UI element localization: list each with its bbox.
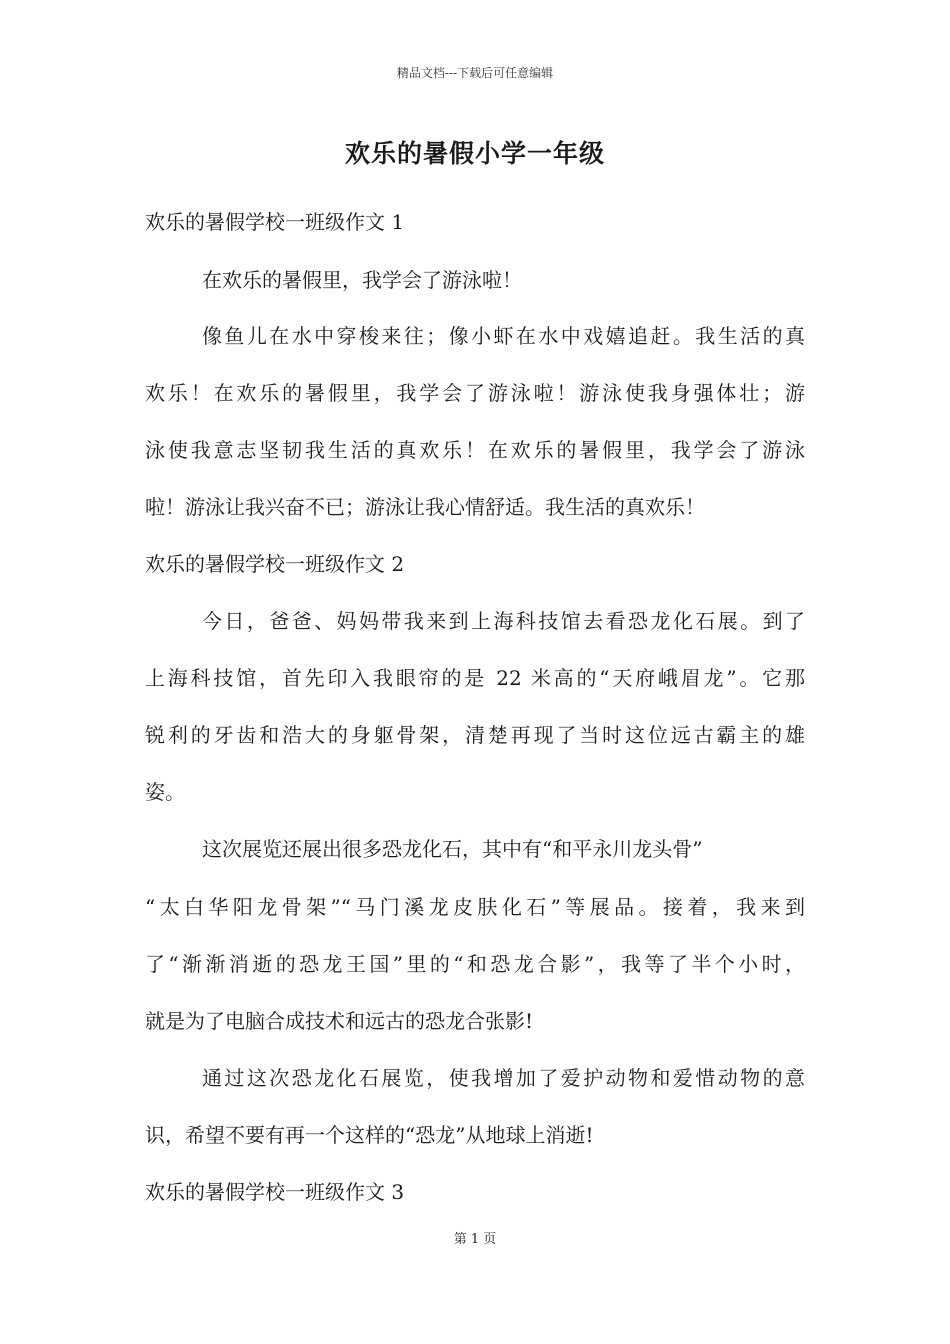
- paragraph-line: 了“渐渐消逝的恐龙王国”里的“和恐龙合影”，我等了半个小时，: [145, 952, 805, 976]
- paragraph-line: 像鱼儿在水中穿梭来往；像小虾在水中戏嬉追赶。我生活的真: [202, 324, 805, 348]
- paragraph-line: 这次展览还展出很多恐龙化石，其中有“和平永川龙头骨”: [202, 837, 703, 861]
- paragraph-line: “太白华阳龙骨架”“马门溪龙皮肤化石”等展品。接着，我来到: [145, 895, 805, 919]
- paragraph-line: 姿。: [145, 780, 185, 804]
- paragraph-line: 通过这次恐龙化石展览，使我增加了爱护动物和爱惜动物的意: [202, 1066, 805, 1090]
- paragraph-line: 在欢乐的暑假里，我学会了游泳啦！: [202, 268, 522, 292]
- header-note: 精品文档---下载后可任意编辑: [396, 66, 554, 80]
- paragraph-line: 欢乐！在欢乐的暑假里，我学会了游泳啦！游泳使我身强体壮；游: [145, 381, 805, 405]
- page-number: 第 1 页: [453, 1232, 497, 1247]
- paragraph-line: 今日，爸爸、妈妈带我来到上海科技馆去看恐龙化石展。到了: [202, 609, 805, 633]
- paragraph-line: 识，希望不要有再一个这样的“恐龙”从地球上消逝!: [145, 1123, 594, 1147]
- paragraph-line: 上海科技馆，首先印入我眼帘的是 22 米高的“天府峨眉龙”。它那: [145, 666, 805, 690]
- paragraph-line: 锐利的牙齿和浩大的身躯骨架，清楚再现了当时这位远古霸主的雄: [145, 723, 805, 747]
- paragraph-line: 泳使我意志坚韧我生活的真欢乐！在欢乐的暑假里，我学会了游泳: [145, 438, 805, 462]
- section-heading-2: 欢乐的暑假学校一班级作文 2: [145, 552, 405, 576]
- section-heading-3: 欢乐的暑假学校一班级作文 3: [145, 1180, 405, 1204]
- paragraph-line: 就是为了电脑合成技术和远古的恐龙合张影!: [145, 1009, 534, 1033]
- paragraph-line: 啦！游泳让我兴奋不已；游泳让我心情舒适。我生活的真欢乐！: [145, 495, 705, 519]
- section-heading-1: 欢乐的暑假学校一班级作文 1: [145, 210, 405, 234]
- document-title: 欢乐的暑假小学一年级: [344, 139, 605, 168]
